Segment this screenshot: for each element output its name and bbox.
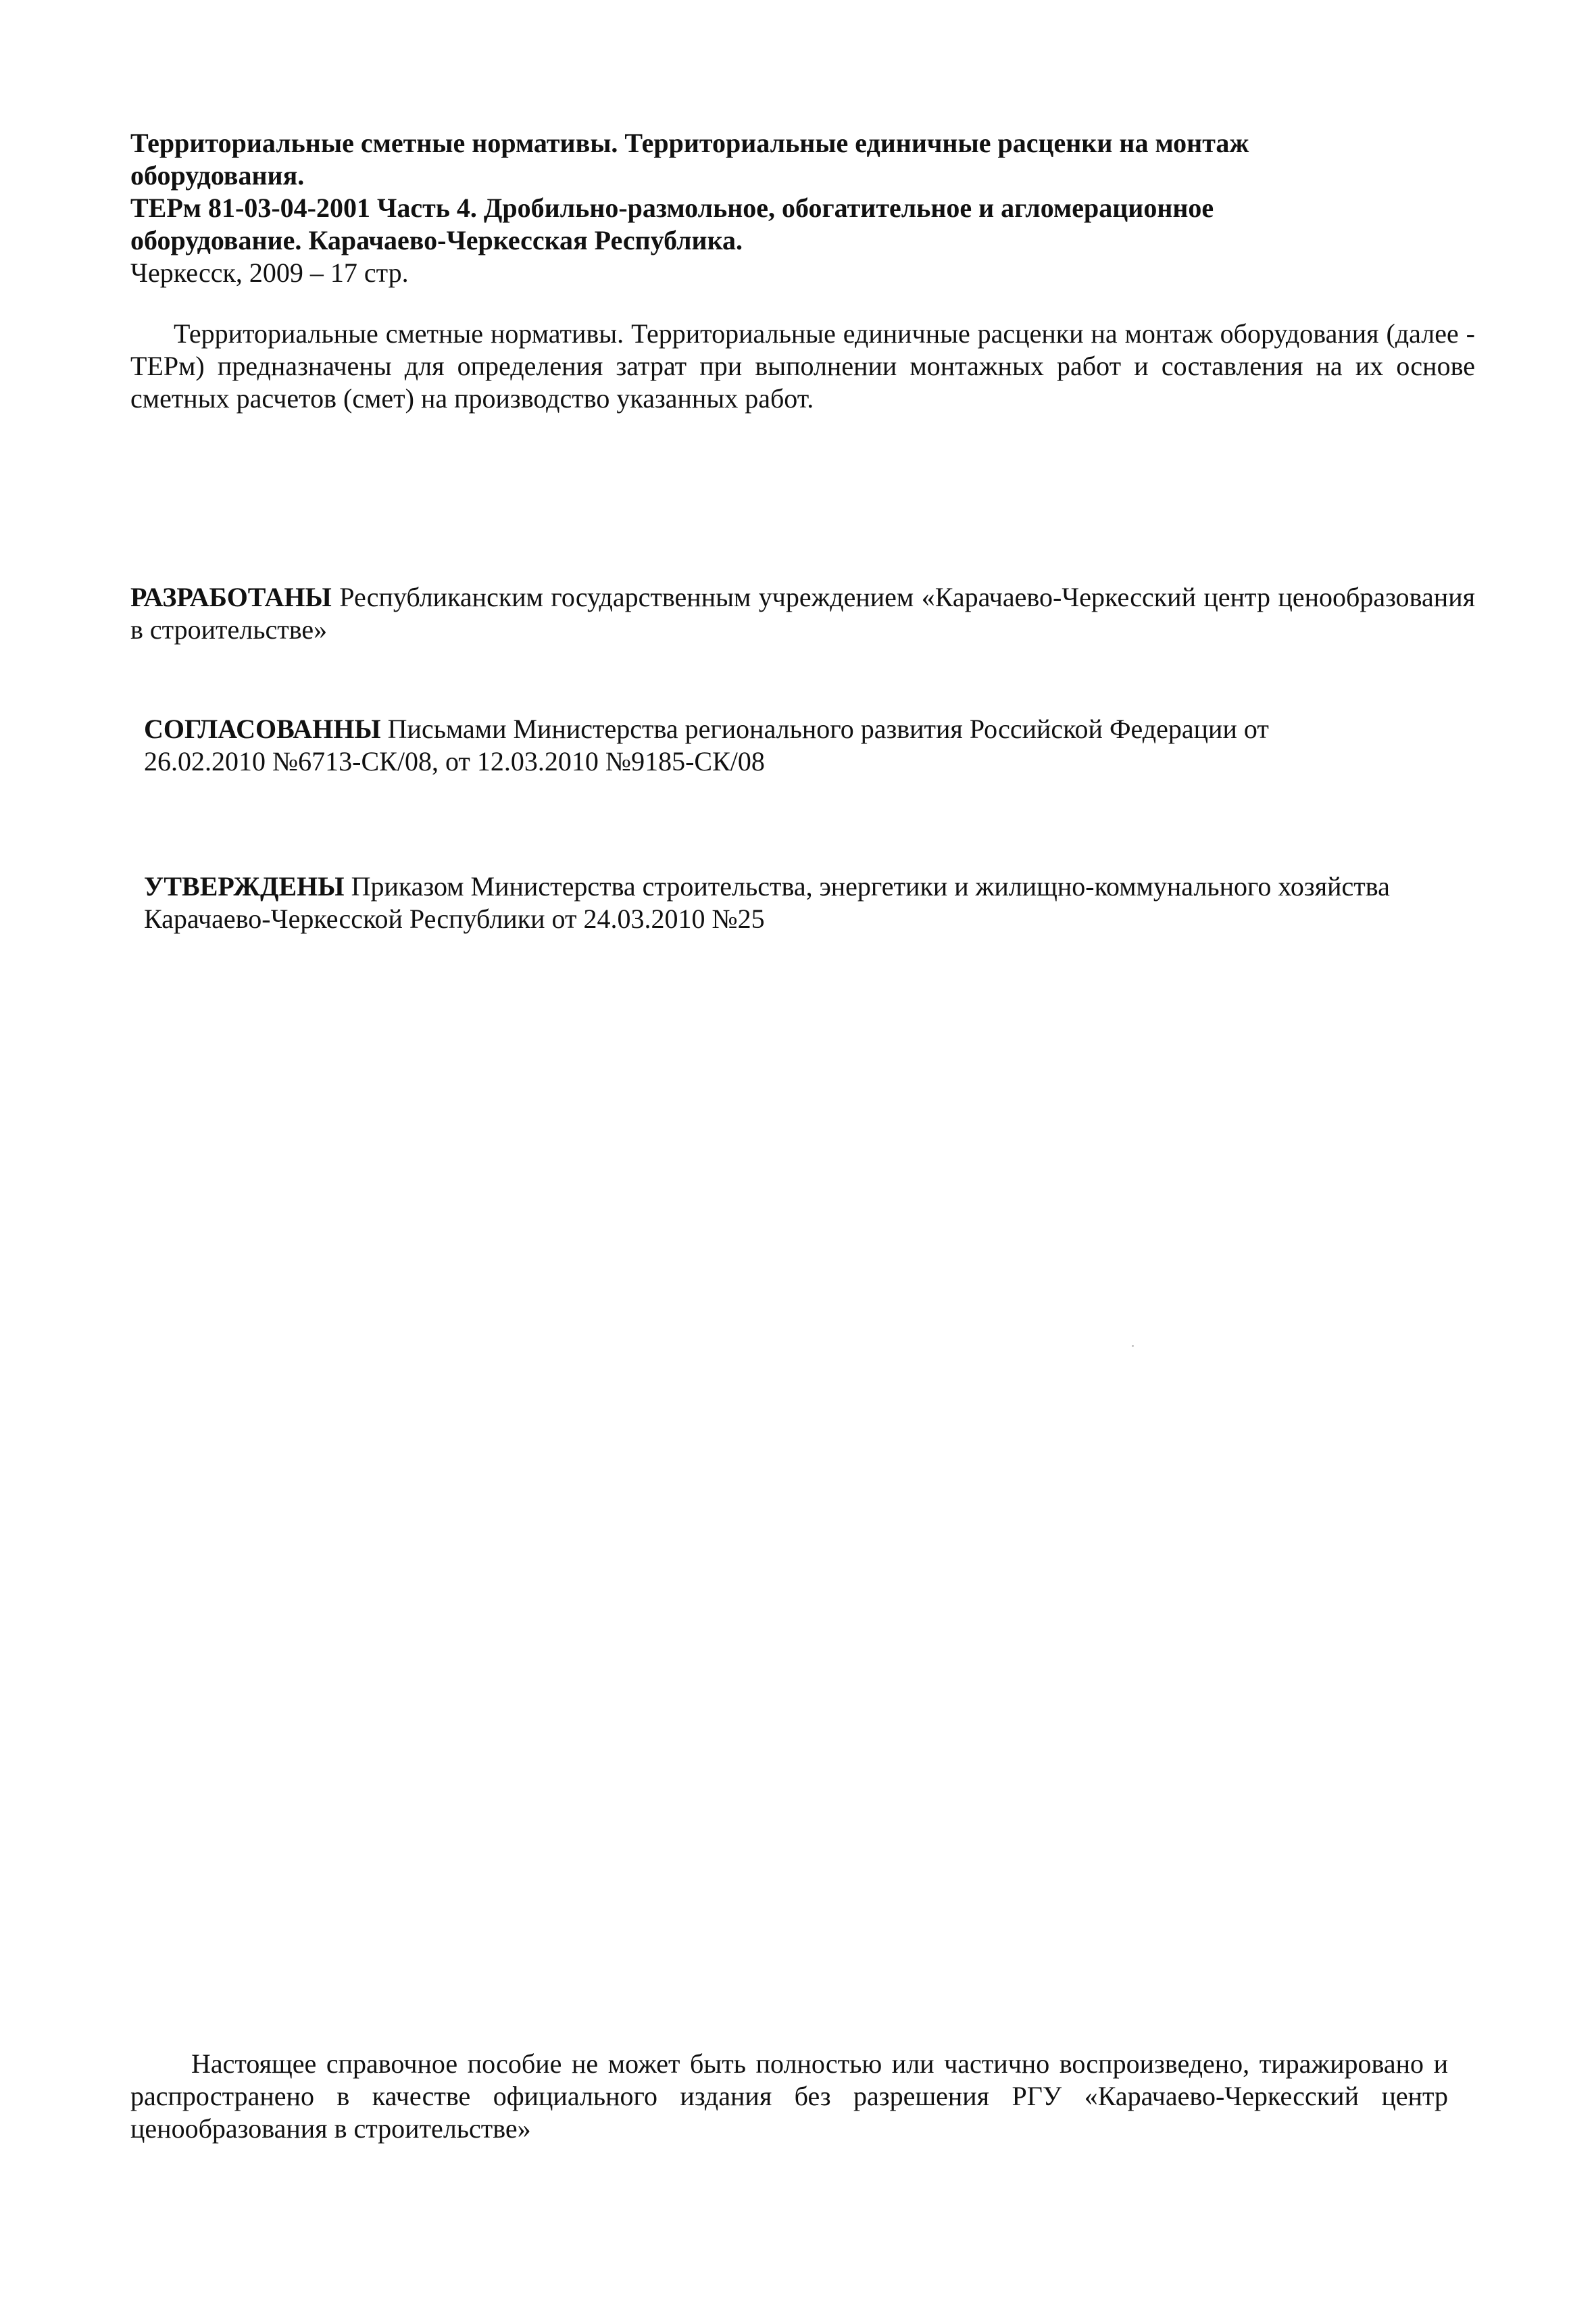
agreed-label: СОГЛАСОВАННЫ [144, 714, 381, 744]
intro-paragraph: Территориальные сметные нормативы. Территориальные единичные расценки на монтаж оборудования (далее - ТЕРм) предназначены для определения затрат при выполнении монтажных работ и составления на их основе сметных расчетов (смет) на производство указанных работ. [130, 318, 1475, 414]
approved-text-1: Приказом Министерства строительства, энергетики и жилищно-коммунального хозяйства [351, 871, 1390, 902]
approved-line-1 [144, 870, 1489, 903]
approved-line-2: Карачаево-Черкесской Республики от 24.03.2010 №25 [144, 904, 765, 934]
agreed-text-1: Письмами Министерства регионального развития Российской Федерации от [387, 714, 1269, 744]
title-line-2: оборудования. [130, 160, 305, 191]
scan-speck [1132, 1345, 1134, 1347]
agreed-line-2: 26.02.2010 №6713-СК/08, от 12.03.2010 №9185-СК/08 [144, 746, 765, 777]
copyright-notice: Настоящее справочное пособие не может быть полностью или частично воспроизведено, тиражировано и распространено в качестве официального издания без разрешения РГУ «Карачаево-Черкесский центр ценообразования в строительстве» [130, 2048, 1448, 2144]
developed-paragraph [130, 581, 1475, 646]
code-line-2: оборудование. Карачаево-Черкесская Республика. [130, 225, 743, 255]
agreed-paragraph [144, 713, 1489, 778]
developed-label: РАЗРАБОТАНЫ [130, 582, 332, 612]
code-line-1: ТЕРм 81-03-04-2001 Часть 4. Дробильно-размольное, обогатительное и агломерационное [130, 193, 1214, 223]
developed-text: Республиканским государственным учреждением «Карачаево-Черкесский центр ценообразования в строительстве» [130, 582, 1476, 645]
document-header [130, 127, 1475, 289]
approved-paragraph [144, 870, 1489, 935]
publication-info: Черкесск, 2009 – 17 стр. [130, 257, 409, 288]
agreed-line-1 [144, 713, 1489, 745]
approved-label: УТВЕРЖДЕНЫ [144, 871, 345, 902]
title-line-1: Территориальные сметные нормативы. Территориальные единичные расценки на монтаж [130, 128, 1249, 158]
